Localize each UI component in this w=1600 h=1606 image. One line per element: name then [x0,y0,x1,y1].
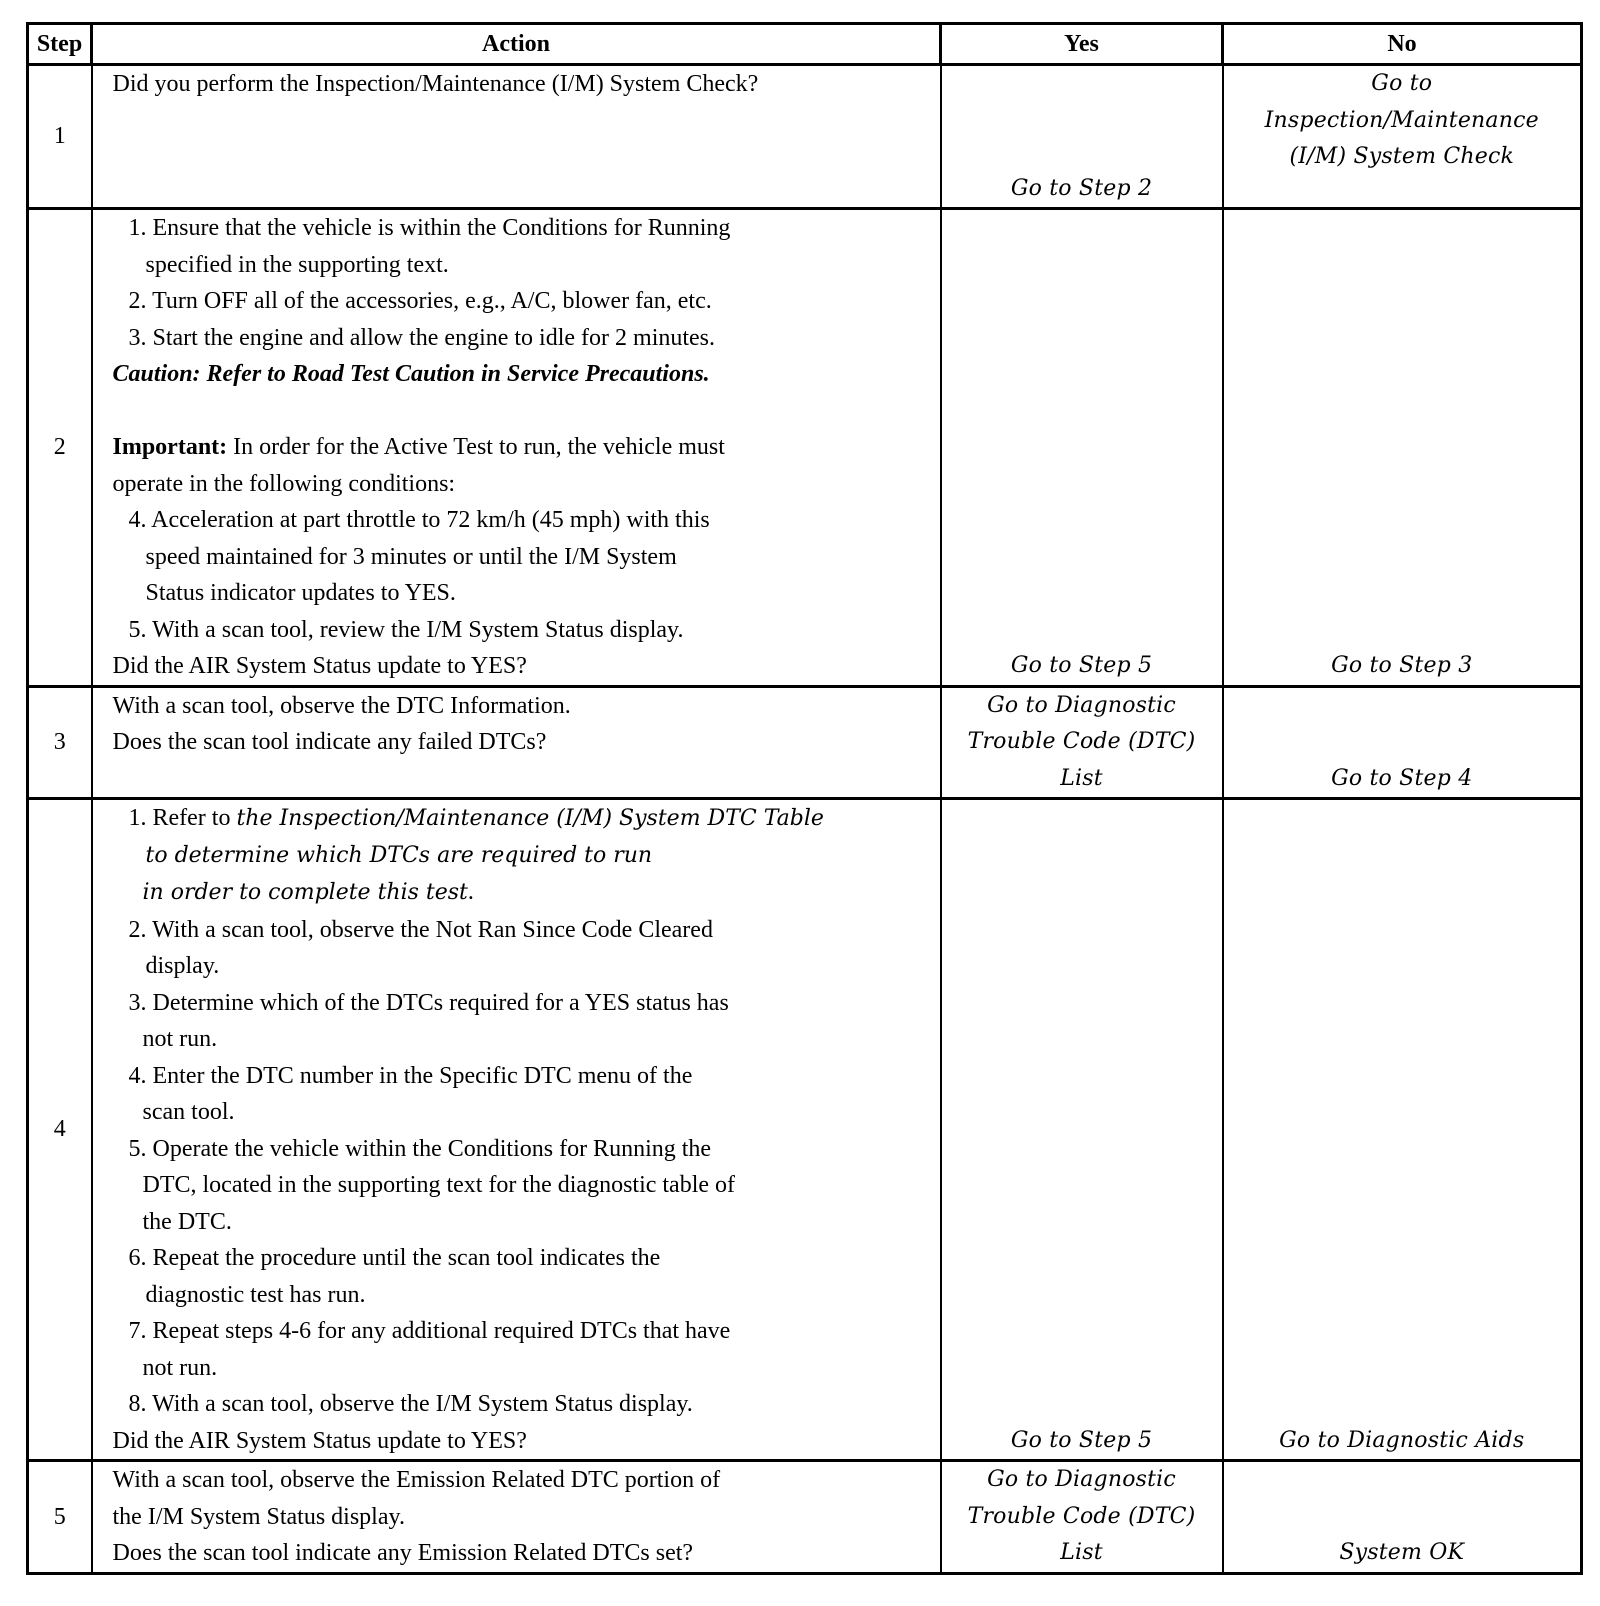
action-question: Does the scan tool indicate any failed DTCs? [112,729,547,755]
yes-cell[interactable] [941,209,1223,687]
no-link[interactable]: Go to Diagnostic Aids [1279,1427,1525,1453]
action-line: 1. Ensure that the vehicle is within the Conditions for Running [128,215,731,241]
no-link-line[interactable]: Go to [1371,71,1433,96]
action-question: Does the scan tool indicate any Emission Related DTCs set? [112,1540,694,1566]
action-cell [92,1461,941,1574]
header-yes: Yes [941,24,1223,65]
action-line [113,874,934,912]
im-dtc-table-link[interactable]: the Inspection/Maintenance (I/M) System DTC Table [236,806,824,831]
action-line: With a scan tool, observe the DTC Information. [112,692,571,719]
yes-link[interactable]: Go to Step 5 [1010,653,1153,678]
important-label: Important: [112,434,228,460]
action-question: Did the AIR System Status update to YES? [112,653,527,679]
action-line: the I/M System Status display. [112,1503,405,1530]
action-line-italic: to determine which DTCs are required to run [145,842,653,868]
action-line: 5. With a scan tool, review the I/M System Status display. [128,616,684,643]
table-row [28,65,1582,209]
action-line: 4. Enter the DTC number in the Specific DTC menu of the [128,1062,693,1089]
action-line: 3. Start the engine and allow the engine to idle for 2 minutes. [128,324,716,351]
table-row [28,1461,1582,1574]
yes-link[interactable]: Go to Step 5 [1010,1427,1153,1453]
action-line: DTC, located in the supporting text for the diagnostic table of [142,1172,736,1198]
important-text: In order for the Active Test to run, the vehicle must [227,434,725,460]
no-cell[interactable] [1223,65,1582,209]
step-number: 2 [28,209,92,687]
yes-cell[interactable] [941,686,1223,799]
action-line: With a scan tool, observe the Emission Related DTC portion of [112,1467,721,1493]
action-line: scan tool. [142,1099,235,1125]
header-action: Action [92,24,941,65]
caution-note: Caution: Refer to Road Test Caution in Service Precautions. [112,361,710,387]
important-text-2: operate in the following conditions: [112,470,456,497]
yes-cell[interactable] [941,1461,1223,1574]
action-line: 7. Repeat steps 4-6 for any additional required DTCs that have [128,1318,731,1344]
step-number: 5 [28,1461,92,1574]
header-no: No [1223,24,1582,65]
yes-link-line[interactable]: Go to Diagnostic [987,692,1176,718]
step-number: 1 [28,65,92,209]
yes-link-line[interactable]: List [1060,765,1103,791]
no-link-line[interactable]: Inspection/Maintenance [1264,107,1539,133]
step1-suffix: . [467,879,474,905]
diagnostic-table [26,22,1583,1575]
action-line: specified in the supporting text. [145,251,449,278]
table-row [28,686,1582,799]
action-line: 4. Acceleration at part throttle to 72 km/h (45 mph) with this [128,507,710,533]
yes-cell[interactable] [941,799,1223,1461]
no-cell[interactable] [1223,799,1582,1461]
action-line: 8. With a scan tool, observe the I/M System Status display. [128,1391,693,1417]
yes-link[interactable]: Go to Step 2 [1010,175,1153,201]
action-line: diagnostic test has run. [145,1281,366,1308]
no-link[interactable]: Go to Step 3 [1331,653,1473,678]
no-link[interactable]: Go to Step 4 [1331,765,1473,791]
table-row [28,799,1582,1461]
no-cell[interactable] [1223,1461,1582,1574]
action-line: not run. [142,1026,218,1052]
yes-link-line[interactable]: Go to Diagnostic [987,1467,1176,1492]
action-cell [92,686,941,799]
action-line: 2. With a scan tool, observe the Not Ran Since Code Cleared [128,916,713,943]
action-question: Did you perform the Inspection/Maintenance (I/M) System Check? [112,71,759,97]
action-line: speed maintained for 3 minutes or until the I/M System [145,543,677,570]
action-cell [92,209,941,687]
action-question: Did the AIR System Status update to YES? [112,1427,527,1454]
action-line: 2. Turn OFF all of the accessories, e.g., A/C, blower fan, etc. [128,288,712,314]
action-line: the DTC. [142,1208,232,1235]
action-line: 6. Repeat the procedure until the scan tool indicates the [128,1245,661,1271]
step-number: 3 [28,686,92,799]
no-cell[interactable] [1223,209,1582,687]
action-line: Status indicator updates to YES. [145,580,456,606]
action-line: 5. Operate the vehicle within the Conditions for Running the [128,1135,712,1162]
header-step: Step [28,24,92,65]
yes-link-line[interactable]: List [1060,1540,1103,1565]
action-cell [92,799,941,1461]
important-note [113,429,934,466]
action-line [113,800,934,838]
action-line: display. [145,953,220,979]
action-line-italic: in order to complete this test [142,880,468,905]
table-row [28,209,1582,687]
action-cell [92,65,941,209]
diagnostic-page [26,22,1580,1575]
yes-link-line[interactable]: Trouble Code (DTC) [967,1503,1196,1529]
no-link-line[interactable]: (I/M) System Check [1289,144,1515,169]
no-link[interactable]: System OK [1339,1540,1465,1565]
header-row [28,24,1582,65]
yes-link-line[interactable]: Trouble Code (DTC) [967,729,1196,754]
spacer [113,393,934,430]
action-line: not run. [142,1354,218,1381]
yes-cell[interactable] [941,65,1223,209]
no-cell[interactable] [1223,686,1582,799]
action-line: 3. Determine which of the DTCs required for a YES status has [128,989,729,1016]
step-number: 4 [28,799,92,1461]
step1-prefix: 1. Refer to [128,805,237,831]
